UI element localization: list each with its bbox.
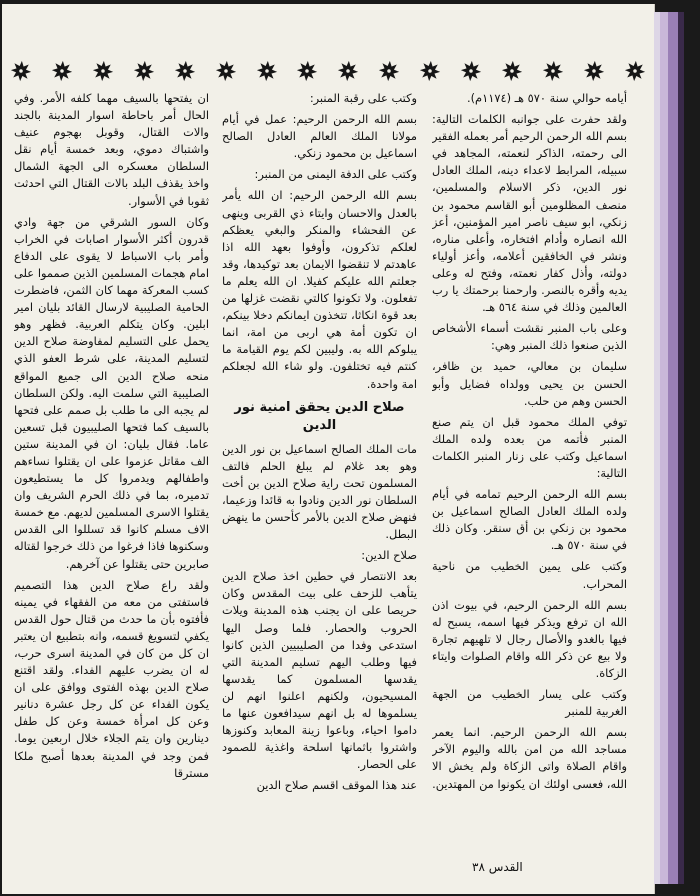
paragraph: بعد الانتصار في حطين اخذ صلاح الدين يتأهب للزحف على بيت المقدس وكان حريصا على ان يجنب هذه المدينة ويلات الحروب والحصار. فلما وصل اليها استدعى وفدا من الصليبيين الذين كانوا فيها وطلب اليهم تسليم المدينة التي يقدسها المسلمون كما يقدسها المسيحيون، ولكنهم اعلنوا انهم لن يسلموها له بل انهم سيدافعون عنها ما داموا احياء، وباعوا زينة المعابد وكنوزها واشتروا باثمانها اسلحة واغذية للصمود على الحصار. [222, 569, 417, 772]
page-edge [660, 12, 668, 884]
paragraph: عند هذا الموقف اقسم صلاح الدين [256, 778, 417, 793]
page-number: القدس ٣٨ [472, 860, 523, 874]
star-ornament-icon [133, 60, 155, 82]
paragraph: وكتب على الدفة اليمنى من المنبر: [254, 167, 417, 182]
star-ornament-icon [542, 60, 564, 82]
paragraph: بسم الله الرحمن الرحيم، في بيوت اذن الله ان ترفع ويذكر فيها اسمه، يسبح له فيها بالغدو والأصال رجال لا تلهيهم تجارة ولا بيع عن ذكر الله واقام الصلوات وايتاء الزكاة. [432, 597, 627, 680]
paragraph: أيامه حوالي سنة ٥٧٠ هـ (١١٧٤م). [466, 91, 627, 105]
article-column-left [14, 90, 209, 845]
paragraph: وكتب على يمين الخطيب من ناحية المحراب. [432, 559, 627, 591]
star-ornament-icon [460, 60, 482, 82]
star-ornament-icon [92, 60, 114, 82]
paragraph: وعلى باب المنبر نقشت أسماء الأشخاص الذين صنعوا ذلك المنبر وهي: [432, 321, 627, 353]
star-ornament-icon [174, 60, 196, 82]
paragraph: ولقد راع صلاح الدين هذا التصميم فاستفتى من معه من الفقهاء في يمينه فأفتوه بأن ما حدث من قتال حول القدس يكفي لتسويغ قسمه، وانه بتطبيع ان يعتبر ان كل من كان في المدينة اسرى حرب، له ان يضرب عليهم الفداء. ولقد اقتنع صلاح الدين بهذه الفتوى ووافق على ان يكون الفداء عن كل رجل عشرة دنانير وعن كل امرأة خمسة وعن كل طفل دينارين وان يتم الجلاء خلال اربعين يوما. فمن وجد في المدينة بعدها أصبح ملكا مسترقا [14, 577, 209, 780]
section-heading: صلاح الدين يحقق امنية نور الدين [234, 399, 405, 433]
star-ornament-icon [419, 60, 441, 82]
paragraph: وكتب على رقبة المنبر: [309, 91, 417, 105]
paragraph: وكان السور الشرقي من جهة وادي قدرون أكثر الأسوار اصابات في الخراب وأمر باب الاسباط لا يقوى على الدفاع امام هجمات المسلمين الذين صمموا على كسب المعركة مهما كان الثمن، فاضطرت الحامية الصليبية لارسال القائد بليان امير ابلين. وكان يتكلم العربية. فظهر وهو يحمل على التسليم لمفاوضة صلاح الدين لتسليم المدينة، على شرط العفو الذي منحه صلاح الدين الى جميع المواقع الصليبية التي سلمت اليه. ولكن السلطان لم يجبه الى ما طلب بل صمم على فتحها بالسيف كما فتحها الصليبيون قبل تسعين عاما. فقال بليان: ان في المدينة ستين الف مقاتل عزموا على ان يقتلوا نساءهم واطفالهم ويدمروا كل ما يستطيعون تدميره، بما في ذلك الحرم الشريف وان يقتلوا الاسرى المسلمين لديهم. مع خمسة الاف مسلم كانوا قد تسللوا الى القدس وسكنوها فاذا فرغوا من ذلك خرجوا لقتاله صابرين حتى يقتلوا عن آخرهم. [14, 214, 209, 571]
paragraph: بسم الله الرحمن الرحيم: عمل في أيام مولانا الملك العالم العادل الصالح اسماعيل بن محمود زنكي. [222, 112, 417, 161]
star-ornament-icon [501, 60, 523, 82]
paragraph: بسم الله الرحمن الرحيم: ان الله يأمر بالعدل والاحسان وايتاء ذي القربى وينهى عن الفحشاء والمنكر والبغي يعظكم لعلكم تذكرون، وأوفوا بعهد الله اذا عاهدتم لا تنقضوا الايمان بعد توكيدها، وقد جعلتم الله عليكم كفيلا. ان الله يعلم ما تفعلون. ولا تكونوا كالتي نقضت غزلها من بعد قوة انكاثا، تتخذون ايمانكم دخلا بينكم، ان تكون أمة هي اربى من امة، انما يبلوكم الله به. وليبين لكم يوم القيامة ما كنتم فيه تختلفون. ولو شاء الله لجعلكم امة واحدة. [222, 188, 417, 391]
paragraph: مات الملك الصالح اسماعيل بن نور الدين وهو بعد غلام لم يبلغ الحلم فالتف المسلمون تحت راية صلاح الدين بن أخت السلطان نور الدين ونادوا به قائدا وزعيما، فنهض صلاح الدين بالأمر كأحسن ما ينهض البطل. [222, 441, 417, 542]
star-ornament-icon [10, 60, 32, 82]
star-ornament-icon [215, 60, 237, 82]
paragraph: بسم الله الرحمن الرحيم. انما يعمر مساجد الله من امن بالله واليوم الآخر واقام الصلاة واتى الزكاة ولم يخش الا الله، فعسى اولئك ان يكونوا من المهتدين. [432, 725, 627, 791]
star-ornament-icon [337, 60, 359, 82]
star-ornament-icon [624, 60, 646, 82]
paragraph: سليمان بن معالي، حميد بن ظافر، الحسن بن يحيى وولداه فضايل وأبو الحسن وهم من حلب. [432, 359, 627, 408]
article-column-middle [222, 90, 417, 845]
star-ornament-icon [51, 60, 73, 82]
star-ornament-icon [296, 60, 318, 82]
page-edge [678, 12, 684, 884]
article-column-right [432, 90, 627, 845]
page-edge [668, 12, 678, 884]
paragraph: صلاح الدين: [361, 548, 417, 563]
paragraph: ان يفتحها بالسيف مهما كلفه الأمر. وفي الحال أمر باحاطة اسوار المدينة بالجند والات القتال، وقوبل بهجوم عنيف واشتباك دموي، وبعد خمسة أيام نقل السلطان معسكره الى الجهة الشمال واخذ يقذف البلد بالات القتال التي احدثت ثقوبا في الأسوار. [14, 91, 209, 208]
paragraph: بسم الله الرحمن الرحيم تمامه في أيام ولده الملك العادل الصالح اسماعيل بن محمود بن زنكي بن أق سنقر. وكان ذلك في سنة ٥٧٠ هـ. [432, 487, 627, 553]
star-ornament-icon [256, 60, 278, 82]
star-ornament-icon [583, 60, 605, 82]
star-ornament-icon [378, 60, 400, 82]
paragraph: وكتب على يسار الخطيب من الجهة الغربية للمنبر [432, 687, 627, 719]
paragraph: ولقد حفرت على جوانبه الكلمات التالية: بسم الله الرحمن الرحيم أمر بعمله الفقير الى رحمته، الذاكر لنعمته، المجاهد في سبيله، المرابط لاعداء دينه، الملك العادل نور الدين، ذكر الاسلام والمسلمين، منصف المظلومين أبو القاسم محمود بن زنكي، ابو سيف ناصر امير المؤمنين، أعز الله انصاره وأدام افتخاره، وأعلى مناره، ونشر في الخافقين أعلامه، وأعز أولياء دولته، وأذل كفار نعمته، وفتح له وعلى يديه وأقره بالنصر. وارحمنا برحمتك يا رب العالمين وذلك في سنة ٥٦٤ هـ. [432, 112, 627, 315]
ornament-band [10, 58, 646, 84]
paragraph: توفي الملك محمود قبل ان يتم صنع المنبر فأتمه من بعده ولده الملك اسماعيل وكتب على زنار المنبر الكلمات التالية: [432, 414, 627, 480]
